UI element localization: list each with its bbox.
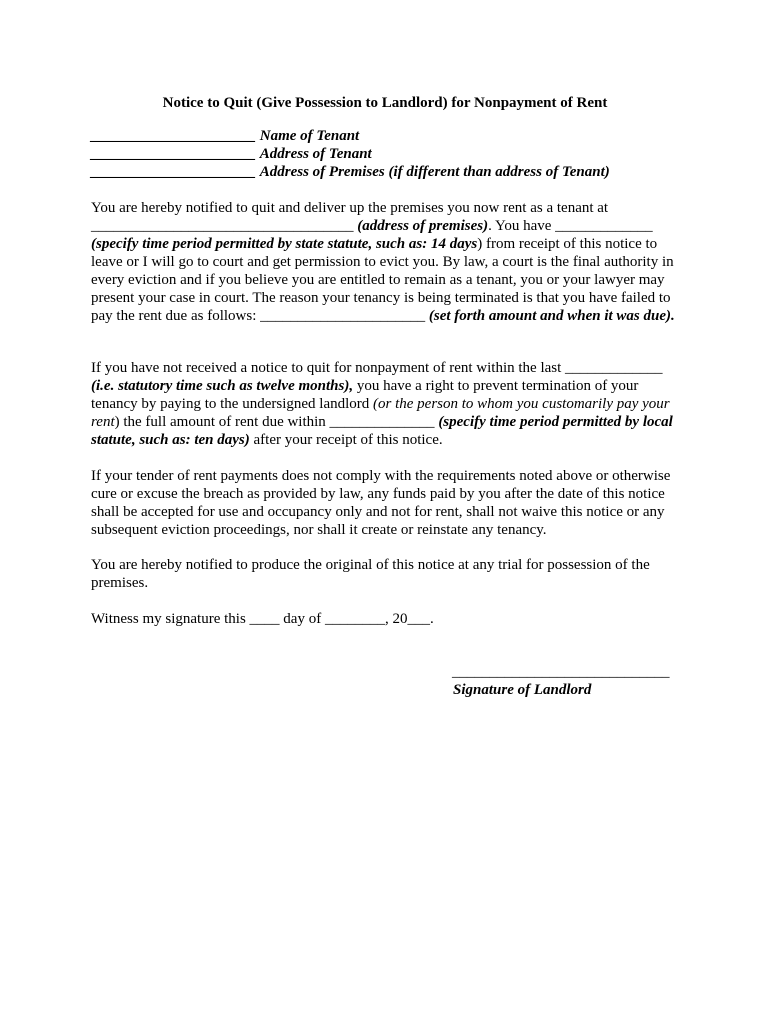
p1-text-e: ) from receipt of this notice to leave or I will go to court and get permission to evict you. By law, a court is the final authority in every eviction and if you believe you are entitled to remain as a tenant, you or your lawyer may present your case in court. The reason your tenancy is being terminated is that you have failed to pay the rent due as follows: ______________________ [91, 236, 674, 324]
tenant-address-label: Address of Tenant [259, 146, 372, 162]
tenant-name-field [91, 127, 691, 145]
tenant-name-label: Name of Tenant [259, 128, 360, 144]
p2-text-a: If you have not received a notice to quit for nonpayment of rent within the last _____________ [91, 360, 663, 376]
p1-text-a: You are hereby notified to quit and deliver up the premises you now rent as a tenant at ___________________________________ [91, 200, 609, 234]
paragraph-tender: If your tender of rent payments does not comply with the requirements noted above or otherwise cure or excuse the breach as provided by law, any funds paid by you after the date of this notice shall be accepted for use and occupancy only and not for rent, shall not waive this notice or any subsequent eviction proceedings, nor shall it create or reinstate any tenancy. [91, 468, 671, 538]
witness-line: Witness my signature this ____ day of ________, 20___. [91, 611, 434, 627]
tenant-address-blank: ______________________ [91, 146, 256, 162]
premises-address-blank: ______________________ [91, 164, 256, 180]
p2-statutory-instruction: (i.e. statutory time such as twelve months), [91, 378, 354, 394]
p1-address-instruction: (address of premises) [357, 218, 489, 234]
signature-label: Signature of Landlord [453, 682, 592, 698]
signature-line: _____________________________ [452, 664, 670, 680]
tenant-name-blank: ______________________ [91, 128, 256, 144]
paragraph-produce-original: You are hereby notified to produce the original of this notice at any trial for possession of the premises. [91, 557, 650, 591]
p2-person-note: (or the person to whom you customarily pay your rent [91, 396, 670, 430]
premises-address-field [91, 163, 691, 181]
p2-local-instruction: (specify time period permitted by local statute, such as: ten days) [91, 414, 673, 448]
p1-text-c: . You have _____________ [488, 218, 653, 234]
tenant-fields [91, 127, 691, 181]
premises-address-label: Address of Premises (if different than address of Tenant) [259, 164, 610, 180]
paragraph-right-to-cure [91, 359, 681, 449]
p1-amount-instruction: (set forth amount and when it was due). [428, 308, 675, 324]
p2-text-c: you have a right to prevent termination of your tenancy by paying to the undersigned landlord [91, 378, 639, 412]
p1-time-instruction: (specify time period permitted by state statute, such as: 14 days [91, 236, 478, 252]
paragraph-notice [91, 199, 681, 325]
tenant-address-field [91, 145, 691, 163]
p2-text-g: after your receipt of this notice. [249, 432, 443, 448]
p2-text-e: ) the full amount of rent due within ______________ [114, 414, 439, 430]
document-title: Notice to Quit (Give Possession to Landlord) for Nonpayment of Rent [162, 95, 608, 111]
